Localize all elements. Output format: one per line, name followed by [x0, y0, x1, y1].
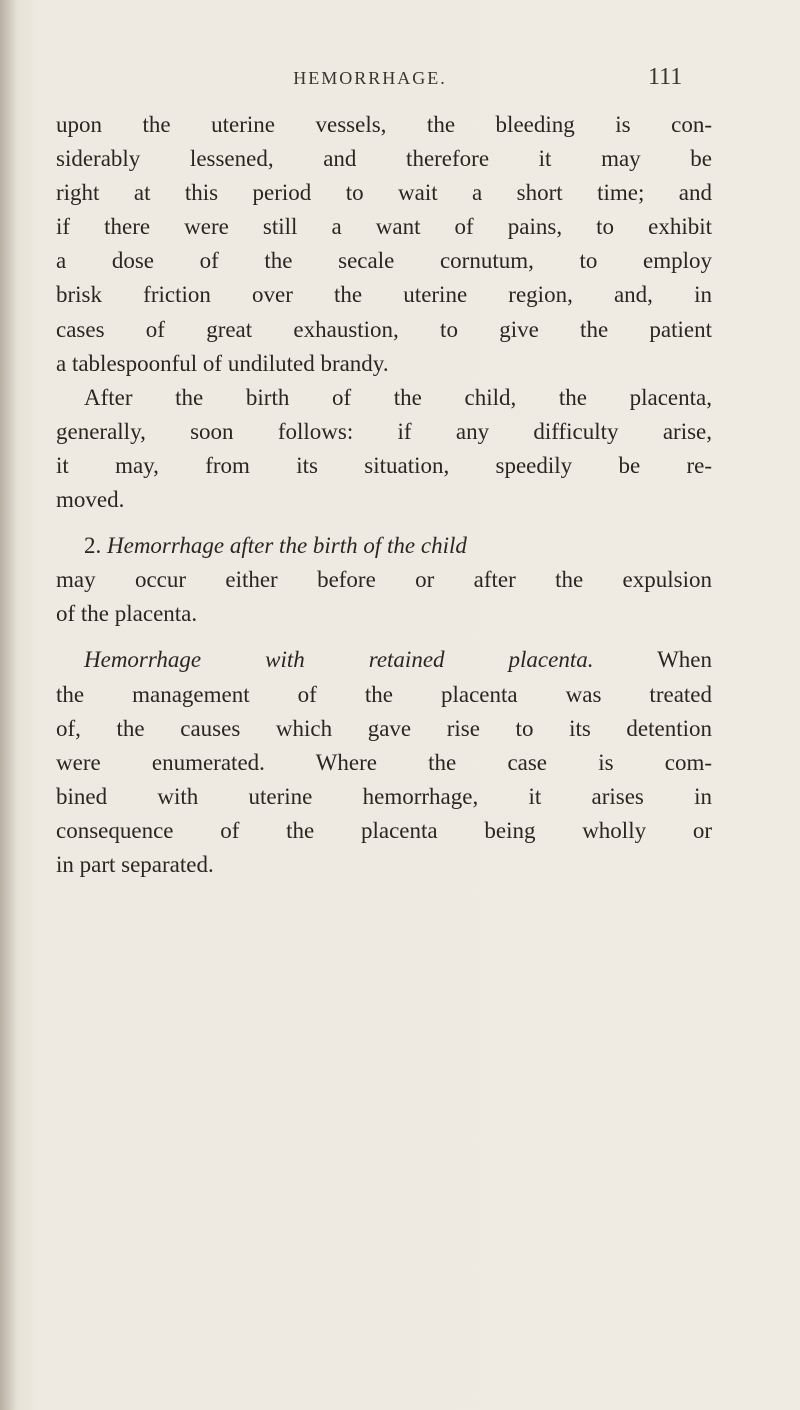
text-line: of the placenta.	[56, 601, 198, 627]
section-heading-line	[56, 529, 712, 563]
text-line: were enumerated. Where the case is com-	[56, 749, 712, 775]
paragraph-4	[56, 643, 712, 882]
running-head-title: HEMORRHAGE.	[293, 68, 447, 88]
section-heading-italic: Hemorrhage after the birth of the child	[107, 533, 467, 559]
running-head	[0, 50, 800, 90]
text-line: in part separated.	[56, 851, 214, 877]
text-line: the management of the placenta was treated	[56, 681, 712, 707]
subsection-heading-line	[56, 643, 712, 677]
text-line: a tablespoonful of undiluted brandy.	[56, 350, 389, 376]
text-line: right at this period to wait a short time; and	[56, 180, 712, 206]
text-line: a dose of the secale cornutum, to employ	[56, 248, 712, 274]
text-line: of, the causes which gave rise to its detention	[56, 715, 712, 741]
text-fragment: When	[657, 647, 712, 673]
text-line: it may, from its situation, speedily be re-	[56, 452, 712, 478]
page-gutter-shadow	[0, 0, 18, 1410]
page-number: 111	[648, 64, 683, 90]
paragraph-1	[56, 108, 712, 381]
text-line: generally, soon follows: if any difficulty arise,	[56, 418, 712, 444]
text-line: may occur either before or after the expulsion	[56, 567, 712, 593]
text-line: After the birth of the child, the placenta,	[84, 384, 712, 410]
paragraph-gap	[56, 517, 712, 529]
text-line: if there were still a want of pains, to exhibit	[56, 214, 712, 240]
paragraph-gap	[56, 631, 712, 643]
subsection-heading-italic: Hemorrhage with retained placenta.	[84, 647, 594, 673]
body-text	[56, 108, 712, 882]
section-number: 2.	[84, 533, 102, 559]
text-line: upon the uterine vessels, the bleeding is con-	[56, 112, 712, 137]
text-line: moved.	[56, 487, 125, 513]
text-line: cases of great exhaustion, to give the patient	[56, 316, 712, 342]
text-line: consequence of the placenta being wholly or	[56, 817, 712, 843]
paragraph-3	[56, 529, 712, 631]
text-line: siderably lessened, and therefore it may be	[56, 146, 712, 172]
text-line: bined with uterine hemorrhage, it arises in	[56, 783, 712, 809]
text-line: brisk friction over the uterine region, and, in	[56, 282, 712, 308]
paragraph-2	[56, 381, 712, 517]
